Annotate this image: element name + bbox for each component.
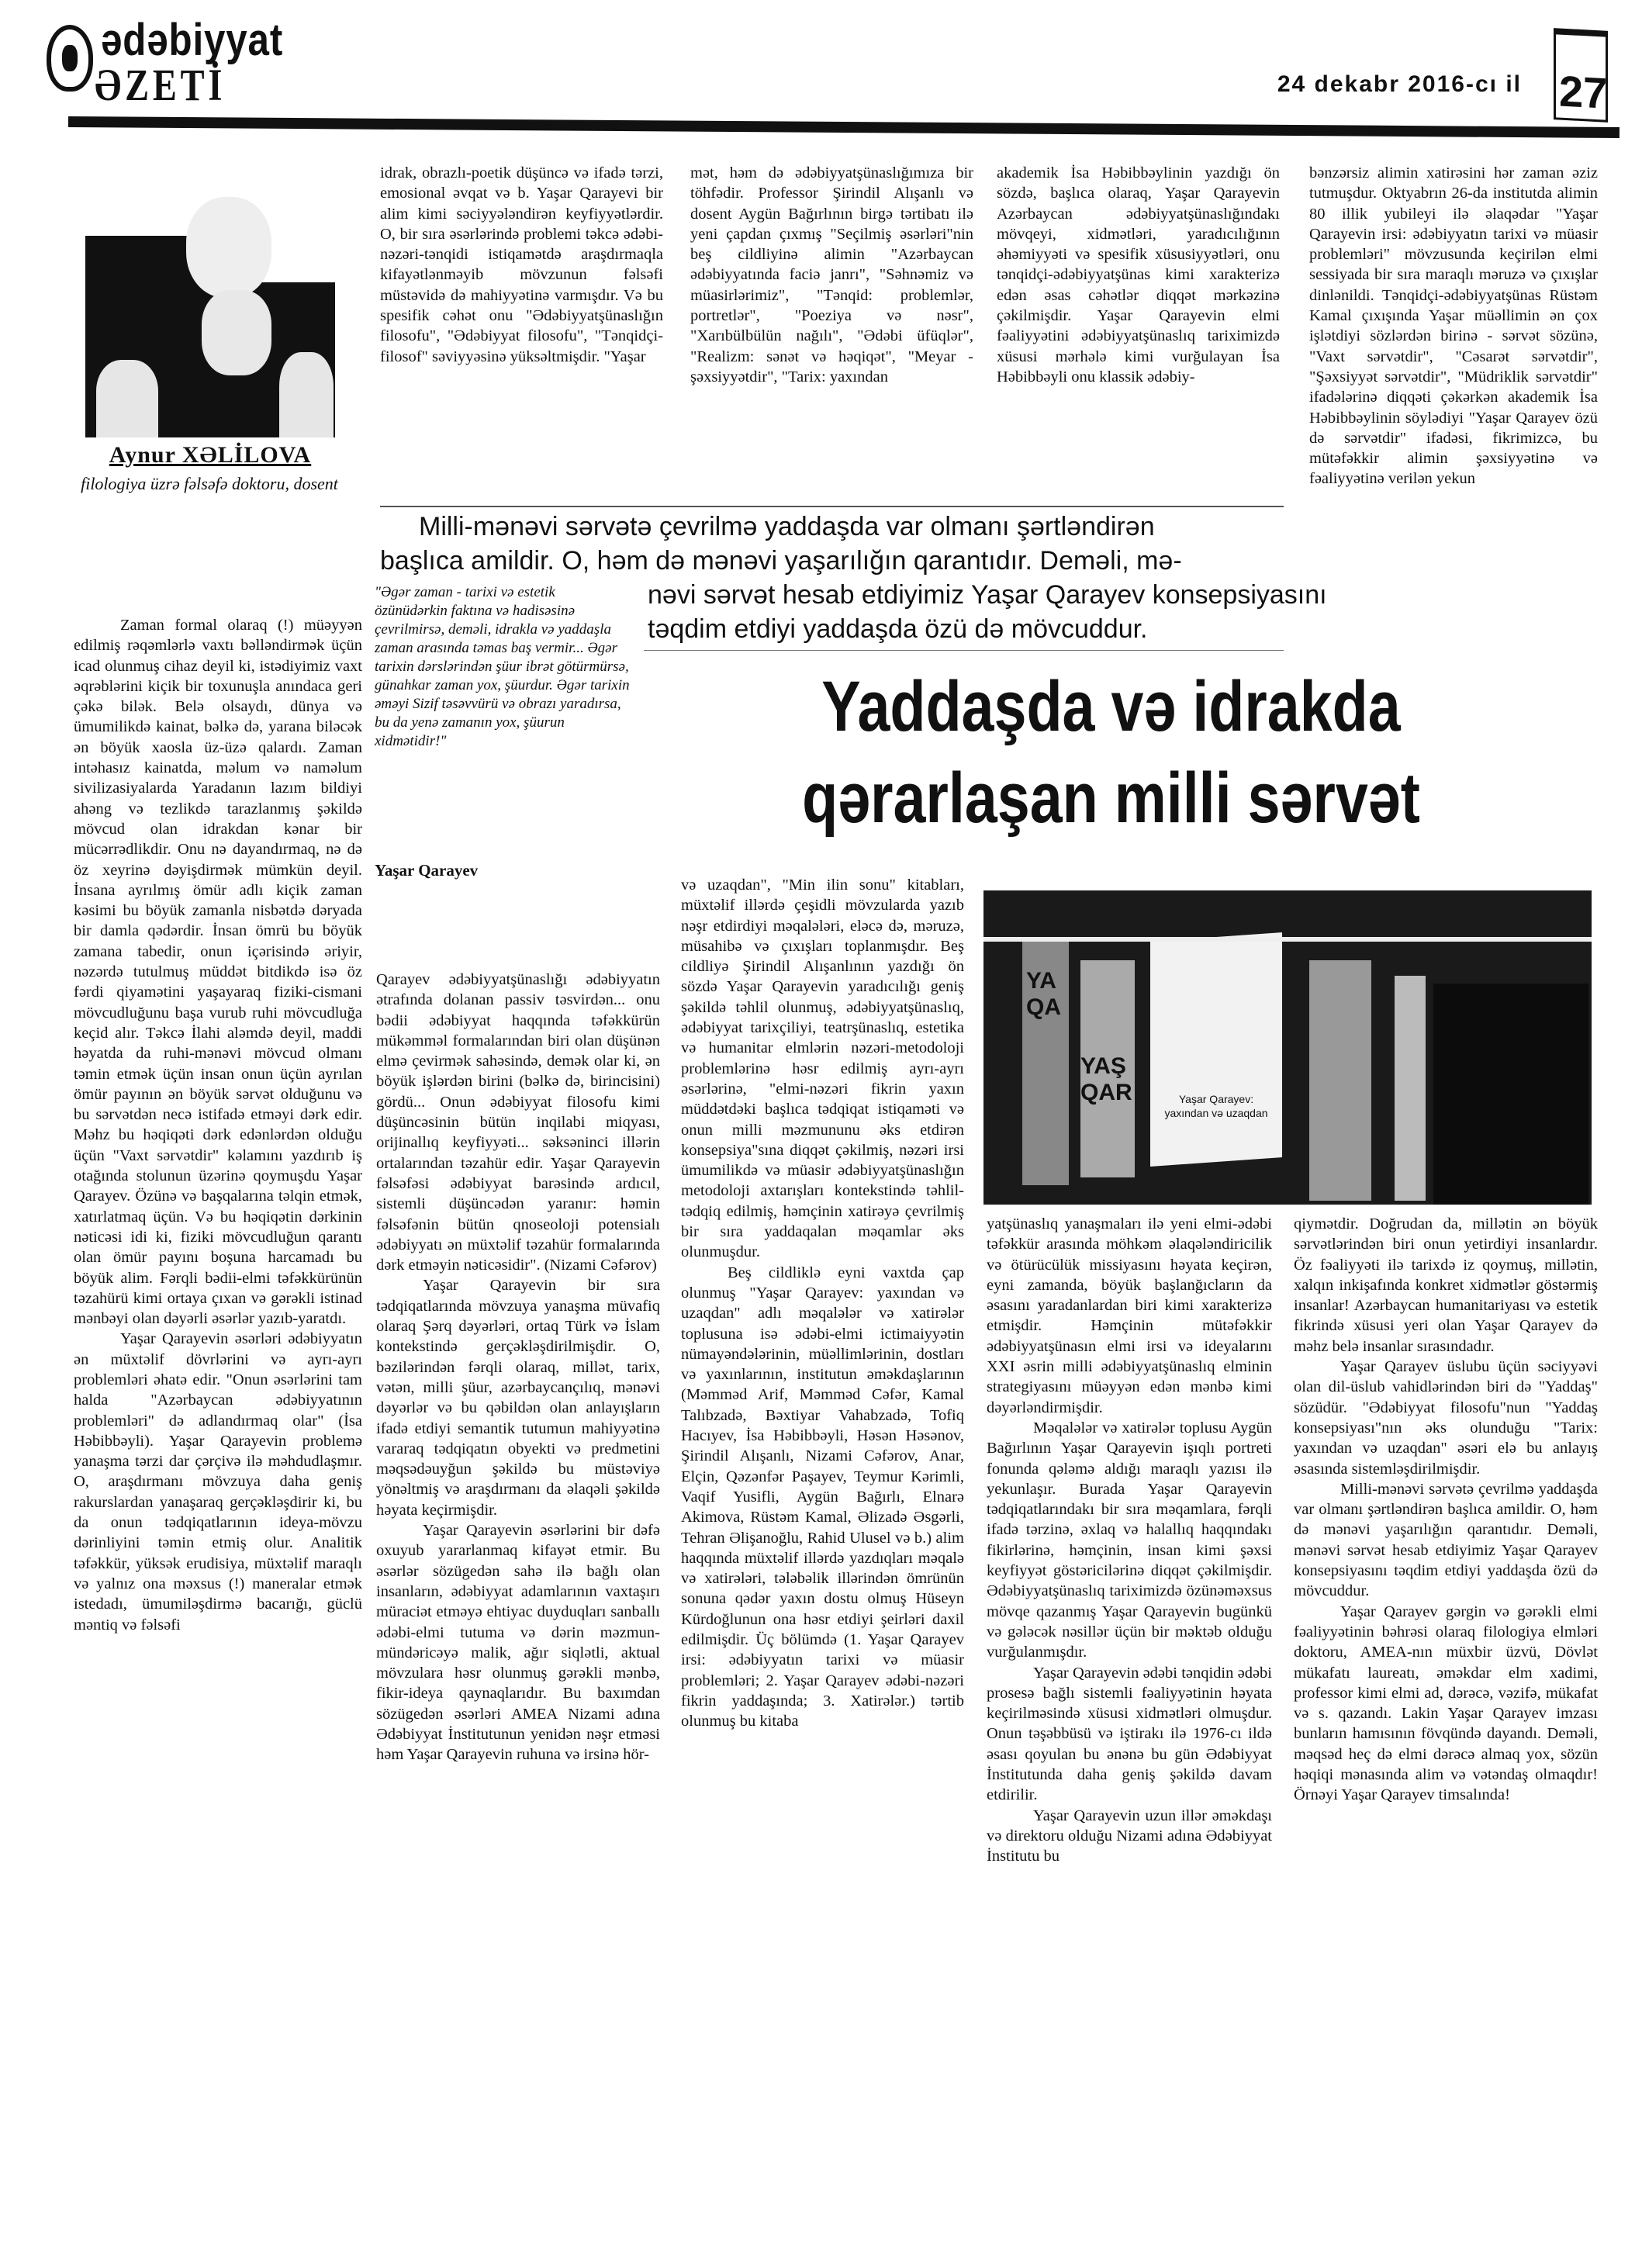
- author-name: Aynur XƏLİLOVA: [109, 442, 312, 468]
- author-photo: [85, 158, 335, 437]
- logo-emblem-icon: [47, 25, 93, 92]
- pull-quote-line: təqdim etdiyi yaddaşda özü də mövcuddur.: [648, 614, 1148, 644]
- books-photo: [983, 890, 1592, 1205]
- article-column-2-bottom: [376, 970, 660, 2257]
- paragraph: Yaşar Qarayev üslubu üçün səciyyəvi olan dil-üslub vahidlərindən biri də "Yaddaş" sözüdür. "Ədəbiyyat filosofu"nun "Yaddaş konsepsiyası"nın əks olunduğu "Tarix: yaxından və uzaqdan" əsəri elə bu anlayış əsasında sistemləşdirilmişdir.: [1294, 1358, 1598, 1478]
- issue-date: 24 dekabr 2016-cı il: [1277, 71, 1522, 97]
- headline-line1: Yaddaşda və idrakda: [821, 667, 1401, 746]
- paragraph: Yaşar Qarayevin əsərləri ədəbiyyatın ən müxtəlif dövrlərini və ayrı-ayrı problemləri əhatə edir. "Onun əsərlərini tam halda "Azərbaycan ədəbiyyatının problemləri" də adlandırmaq olar" (İsa Həbibbəyli). Yaşar Qarayevin problemə yanaşma tərzi dar çərçivə ilə məhdudlaşmır. O, araşdırmanı mövzuya daha geniş rakurslardan yanaşaraq gerçəkləşdirir ki, bu da onun tədqiqatlarının ideya-mövzu dərinliyini təmin etmiş olur. Analitik təfəkkür, yüksək erudisiya, müxtəlif maraqlı və yalnız ona məxsus (!) maneralar etmək istedadı, ümumiləşdirmə bacarığı, güclü məntiq və fəlsəfi: [74, 1330, 362, 1634]
- book-spine-text: YA QA: [1026, 968, 1061, 1020]
- page-number-calendar-icon: [1554, 28, 1608, 123]
- logo-line1: ədəbiyyat: [101, 15, 284, 65]
- article-column-3-bottom: [681, 875, 964, 2257]
- paragraph: və uzaqdan", "Min ilin sonu" kitabları, müxtəlif illərdə çeşidli mövzularda yazıb nəşr etdirdiyi məqalələri, eləcə də, məruzə, müsahibə və çıxışları toplanmışdır. Beş cildliyə Şirindil Alışanlının yazdığı ön sözdə Yaşar Qarayevin yaradıcılığı geniş şəkildə təhlil olunmuş, ədəbiyyatşünaslıq, ədəbiyyat tarixçiliyi, teatrşünaslıq, estetika və humanitar elmlərin nəzəri-metodoloji problemlərinə həsr edilmiş ayrı-ayrı əsərlərinə, "elmi-nəzəri fikrin yaxın müddətdəki başlıca tədqiqat istiqaməti və onun milli məzmununu əks etdirən konsepsiya"sına diqqət çəkilmiş, nəzəri irsi ümumilikdə və müasir ədəbiyyatşünaslığın metodoloji axtarışları kontekstində təhlil-tədqiq edilmiş, həmçinin xatirəyə çevrilmiş bir sıra yaddaqalan məqamlar əks olunmuşdur.: [681, 876, 964, 1261]
- pull-quote-line: başlıca amildir. O, həm də mənəvi yaşarılığın qarantıdır. Deməli, mə-: [380, 546, 1182, 576]
- pull-quote-rule-top: [380, 506, 1284, 507]
- paragraph: Yaşar Qarayevin bir sıra tədqiqatlarında mövzuya yanaşma müvafiq olaraq Şərq dəyərləri, ortaq Türk və İslam kontekstində gerçəkləşdirilmişdir. O, bəzilərindən fərqli olaraq, millət, tarix, vətən, milli şüur, azərbaycançılıq, mənəvi dəyərlər və bu qəbildən olan anlayışların ifadə etdiyi semantik tutumun mahiyyətinə vararaq tədqiqatın obyekti və predmetini məqsədəuyğun şəkildə bu müstəviyə yönəltmiş və araşdırmanı da əlaqəli şəkildə həyata keçirmişdir.: [376, 1277, 660, 1519]
- paragraph: yatşünaslıq yanaşmaları ilə yeni elmi-ədəbi təfəkkür arasında möhkəm əlaqələndiricilik və ötürücülük missiyasını həyata keçirən, eyni zamanda, böyük başlanğıcların da əsasını yaradanlardan biri kimi xarakterizə etmişdir. Həmçinin mütəfəkkir ədəbiyyatşünasın elmi irsi və ideyalarını XXI əsrin milli ədəbiyyatşünaslıq elminin strategiyasını müəyyən edən mənbə kimi dəyərləndirmişdir.: [987, 1215, 1272, 1416]
- article-column-2-top: [380, 163, 663, 500]
- paragraph: Beş cildliklə eyni vaxtda çap olunmuş "Yaşar Qarayev: yaxından və uzaqdan" adlı məqalələr və xatirələr toplusuna isə ədəbi-elmi ictimaiyyətin nümayəndələrinin, müəllimlərinin, dostları və yaxınlarının, institutun əməkdaşlarının (Məmməd Arif, Məmməd Cəfər, Kamal Talıbzadə, Bəxtiyar Vahabzadə, Tofiq Hacıyev, İsa Həbibbəyli, Həsən Həsənov, Şirindil Alışanlı, Nizami Cəfərov, Anar, Elçin, Qəzənfər Paşayev, Teymur Kərimli, Vaqif Yusifli, Aygün Bağırlı, Elnarə Akimova, Rüstəm Kamal, Əlizadə Əsgərli, Tehran Əlişanoğlu, Rahid Ulusel və b.) alim haqqında müxtəlif illərdə yazdıqları məqalə və xatirələri, tələbəlik illərindən ömrünün sonuna qədər yaxın dostu olmuş Hüseyn Kürdoğlunun ona həsr etdiyi şeirləri daxil edilmişdir. Üç bölümdə (1. Yaşar Qarayev irsi: ədəbiyyatın tarixi və müasir problemləri; 2. Yaşar Qarayev ədəbi-nəzəri fikrin yaddaşında; 3. Xatirələr.) tərtib olunmuş bu kitaba: [681, 1264, 964, 1730]
- article-column-5-bottom: [1294, 1214, 1598, 2257]
- book-spine-text: YAŞ QAR: [1080, 1053, 1132, 1105]
- masthead-rule: [68, 116, 1620, 138]
- article-column-4-bottom: [987, 1214, 1272, 2257]
- headline-line2: qərarlaşan milli sərvət: [802, 759, 1420, 838]
- paragraph: bənzərsiz alimin xatirəsini hər zaman əziz tutmuşdur. Oktyabrın 26-da institutda alimin 80 illik yubileyi ilə əlaqədar "Yaşar Qarayevin irsi: ədəbiyyatın tarixi və müasir problemləri" mövzusunda keçirilən elmi sessiyada bir sıra maraqlı məruzə və çıxışlar dinlənildi. Tənqidçi-ədəbiyyatşünas Rüstəm Kamal çıxışında Yaşar müəllimin ən çox işlətdiyi sözlərdən birinə - sərvət sözünə, "Vaxt sərvətdir", "Cəsarət sərvətdir", "Şəxsiyyət sərvətdir", "Müdriklik sərvətdir" ifadələrinə diqqəti çəkərkən akademik İsa Həbibbəylinin söylədiyi "Yaşar Qarayev özü də sərvətdir" ifadəsi, fikrimizcə, bu mütəfəkkir alimin şəxsiyyətinə və fəaliyyətinə verilən yekun: [1309, 164, 1598, 488]
- paragraph: idrak, obrazlı-poetik düşüncə və ifadə tərzi, emosional əvqat və b. Yaşar Qarayevi bir alim kimi səciyyələndirən keyfiyyətlərdir. O, bir sıra əsərlərində problemi təkcə ədəbi-nəzəri-tənqidi istiqamətdə araşdırmaqla kifayətlənməyib mövzunun fəlsəfi müstəvidə də mahiyyətinə varmışdır. Və bu spesifik cəhət onu "Ədəbiyyatşünaslığın filosofu", "Ədəbiyyat filosofu", "Tənqidçi-filosof" səviyyəsinə yüksəltmişdir. "Yaşar: [380, 164, 663, 365]
- paragraph: mət, həm də ədəbiyyatşünaslığımıza bir töhfədir. Professor Şirindil Alışanlı və dosent Aygün Bağırlının birgə tərtibatı ilə yeni çapdan çıxmış "Seçilmiş əsərləri"nin beş cildliyinə alimin "Azərbaycan ədəbiyyatında faciə janrı", "Səhnəmiz və müasirlərimiz", "Tənqid: problemlər, portretlər", "Poeziya və nəsr", "Xarıbülbülün nağılı", "Ədəbi üfüqlər", "Realizm: sənət və həqiqət", "Meyar - şəxsiyyətdir", "Tarix: yaxından: [690, 164, 973, 385]
- newspaper-logo: [47, 14, 372, 110]
- paragraph: Yaşar Qarayevin ədəbi tənqidin ədəbi prosesə bağlı sistemli fəaliyyətinin həyata keçirilməsində xüsusi xidmətləri olmuşdur. Onun təşəbbüsü və iştirakı ilə 1976-cı ildə əsası qoyulan bu ənənə bu gün Ədəbiyyat İnstitutunda daha geniş şəkildə davam etdirilir.: [987, 1664, 1272, 1804]
- paragraph: akademik İsa Həbibbəylinin yazdığı ön sözdə, başlıca olaraq, Yaşar Qarayevin Azərbaycan ədəbiyyatşünaslığındakı mövqeyi, xidmətləri, yaradıcılığının əhəmiyyəti və spesifik xüsusiyyətləri, onu tənqidçi-ədəbiyyatşünas kimi xarakterizə edən əsas cəhətlər diqqət mərkəzinə çəkilmişdir. Yaşar Qarayevin elmi fəaliyyətini ədəbiyyatşünaslıq tariximizdə xüsusi mərhələ kimi vurğulayan İsa Həbibbəyli onu klassik ədəbiy-: [997, 164, 1280, 385]
- page-number: 27: [1559, 66, 1608, 118]
- side-quote-author: Yaşar Qarayev: [375, 861, 479, 880]
- paragraph: Yaşar Qarayevin əsərlərini bir dəfə oxuyub yararlanmaq kifayət etmir. Bu əsərlər sözügedən sahə ilə bağlı olan insanların, ədəbiyyat adamlarının vaxtaşırı müraciət etməyə ehtiyac duyduqları sanballı ədəbi-elmi tutuma və dərin məzmun-mündəricəyə malik, ağır siqlətli, aktual mövzulara həsr olunmuş gərəkli mənbə, fikir-ideya qaynaqlarıdır. Bu baxımdan sözügedən əsərləri AMEA Nizami adına Ədəbiyyat İnstitutunun yenidən nəşr etməsi həm Yaşar Qarayevin ruhuna və irsinə hör-: [376, 1522, 660, 1764]
- book-cover-text: Yaşar Qarayev: yaxından və uzaqdan: [1164, 1093, 1268, 1119]
- pull-quote-line: nəvi sərvət hesab etdiyimiz Yaşar Qarayev konsepsiyasını: [648, 580, 1327, 610]
- headline: [659, 661, 1563, 855]
- article-column-4-top: [997, 163, 1280, 500]
- paragraph: Zaman formal olaraq (!) müəyyən edilmiş rəqəmlərlə vaxtı bəlləndirmək üçün icad olunmuş cihaz deyil ki, istədiyimiz vaxt əqrəblərini kiçik bir toxunuşla anındaca geri çəkə bilək. Belə olsaydı, dünya və ümumilikdə kainat, bəlkə də, yarana biləcək ən böyük xaosla üz-üzə qalardı. Zaman intəhasız kainatda, məlum və naməlum sivilizasiyalarda Yaradanın lazım bildiyi ahəng və tezlikdə tarazlanmış şəkildə mövcud olan idrakdan kənar bir mücərrədlikdir. Onu nə dayandırmaq, nə də öz xeyrinə dəyişdirmək mümkün deyil. İnsana ayrılmış ömür adlı kiçik zaman kəsimi bu böyük zamanla nisbətdə dəryada bir damla qədərdir. İnsan ömrü bu böyük zamana tabedir, onun içərisində əriyir, nəzərdə tutulmuş müddət bitdikdə isə öz fərdi qiyamətini yaşayaraq fiziki-cismani mövcudluğunu başa vurub ruhi mövcudluğa keçid alır. Təkcə İlahi aləmdə deyil, maddi həyatda da ruhi-mənəvi mövcud olmanı təmin etmək üçün insan onun üçün ayrılan ömür payının ən böyük sərvət olduğunu və bu sərvətdən necə istifadə etməyi dərk edir. Məhz bu həqiqəti dərk edənlərdən olduğu üçün "Vaxt sərvətdir" kəlamını yazdırıb iş otağında stolunun üzərinə qoymuşdu Yaşar Qarayev. Özünə və başqalarına təlqin etmək, xatırlatmaq üçün. Və bu həqiqətin dərkinin nəticəsi idi ki, fiziki mövcudluğun qarantı olan ömür payını boşuna harcamadı bu böyük alim. Fərqli bədii-elmi təfəkkürünün təzahürü kimi ortaya çıxan və gərəkli istinad mənbəyi olan dəyərli əsərlər yazıb-yaratdı.: [74, 617, 362, 1328]
- paragraph: Qarayev ədəbiyyatşünaslığı ədəbiyyatın ətrafında dolanan passiv təsvirdən... onu bədii ədəbiyyat haqqında təfəkkürün mükəmməl formalarından biri olan düşünən elmə çevirmək sahəsində, demək olar ki, ən böyük işlərdən birini (bəlkə də, birincisini) gördü... Onun ədəbiyyat filosofu kimi düşüncəsinin bütün inqilabi miqyası, orijinallıq keyfiyyəti... səksəninci illərin ortalarından təzahür edir. Yaşar Qarayevin fəlsəfəsi ədəbiyyat barəsində ardıcıl, sistemli düşüncədən yaranır: həmin fəlsəfənin bütün qnoseoloji potensialı ədəbiyyatı ən müxtəlif təzahür formalarında dərk etməyin nəticəsidir". (Nizami Cəfərov): [376, 971, 660, 1274]
- paragraph: qiymətdir. Doğrudan da, millətin ən böyük sərvətlərindən biri onun yetirdiyi insanlardır. Öz fəaliyyəti ilə tarixdə iz qoymuş, millətin, xalqın inkişafında konkret xidmətlər göstərmiş insanlar! Azərbaycan humanitariyası və estetik fikrində xüsusi yeri olan Yaşar Qarayev də məhz belə insanlar sırasındadır.: [1294, 1215, 1598, 1355]
- paragraph: Milli-mənəvi sərvətə çevrilmə yaddaşda var olmanı şərtləndirən başlıca amildir. O, həm də mənəvi yaşarılığın qarantıdır. Deməli, mənəvi sərvət hesab etdiyimiz Yaşar Qarayev konsepsiyasını təqdim etdiyi yaddaşda özü də mövcuddur.: [1294, 1480, 1598, 1600]
- paragraph: Yaşar Qarayevin uzun illər əməkdaşı və direktoru olduğu Nizami adına Ədəbiyyat İnstitutu bu: [987, 1806, 1272, 1865]
- logo-line2: ƏZETİ: [95, 60, 226, 110]
- pull-quote-rule-bottom: [644, 650, 1284, 651]
- paragraph: Məqalələr və xatirələr toplusu Aygün Bağırlının Yaşar Qarayevin işıqlı portreti fonunda qələmə aldığı maraqlı yazısı ilə yekunlaşır. Burada Yaşar Qarayevin tədqiqatlarındakı bir sıra məqamlara, fərqli ifadə tərzinə, əxlaq və halallıq haqqındakı fikirlərinə, həmçinin, insan kimi şəxsi keyfiyyət göstəricilərinə diqqət çəkilmişdir. Ədəbiyyatşünaslıq tariximizdə özünəməxsus mövqe qazanmış Yaşar Qarayevin bugünkü və gələcək nəsillər üçün bir məktəb olduğu vurğulanmışdır.: [987, 1419, 1272, 1661]
- article-column-5-top: [1309, 163, 1598, 663]
- article-column-3-top: [690, 163, 973, 500]
- author-title: filologiya üzrə fəlsəfə doktoru, dosent: [81, 474, 338, 493]
- side-quote: "Əgər zaman - tarixi və estetik özünüdərkin faktına və hadisəsinə çevrilmirsə, deməli, idrakla və yaddaşla zaman arasında təmas baş vermir... Əgər tarixin dərslərindən şüur ibrət götürmürsə, günahkar zaman yox, şüurdur. Əgər tarixin əməyi Sizif təsəvvürü və obrazı yaradırsa, bu da yenə zamanın yox, şüurun xidmətidir!": [375, 584, 630, 749]
- paragraph: Yaşar Qarayev gərgin və gərəkli elmi fəaliyyətinin bəhrəsi olaraq filologiya elmləri doktoru, AMEA-nın müxbir üzvü, Dövlət mükafatı laureatı, əməkdar elm xadimi, professor kimi elmi ad, dərəcə, vəzifə, mükafat və s. qazandı. Lakin Yaşar Qarayev imzası bunların hamısının fövqündə dayandı. Deməli, məqsəd heç də elmi dərəcə almaq yox, sözün həqiqi mənasında alim və vətəndaş olmaqdır! Örnəyi Yaşar Qarayev timsalında!: [1294, 1602, 1598, 1804]
- article-column-1: [74, 615, 362, 2252]
- pull-quote-line: Milli-mənəvi sərvətə çevrilmə yaddaşda var olmanı şərtləndirən: [419, 512, 1155, 541]
